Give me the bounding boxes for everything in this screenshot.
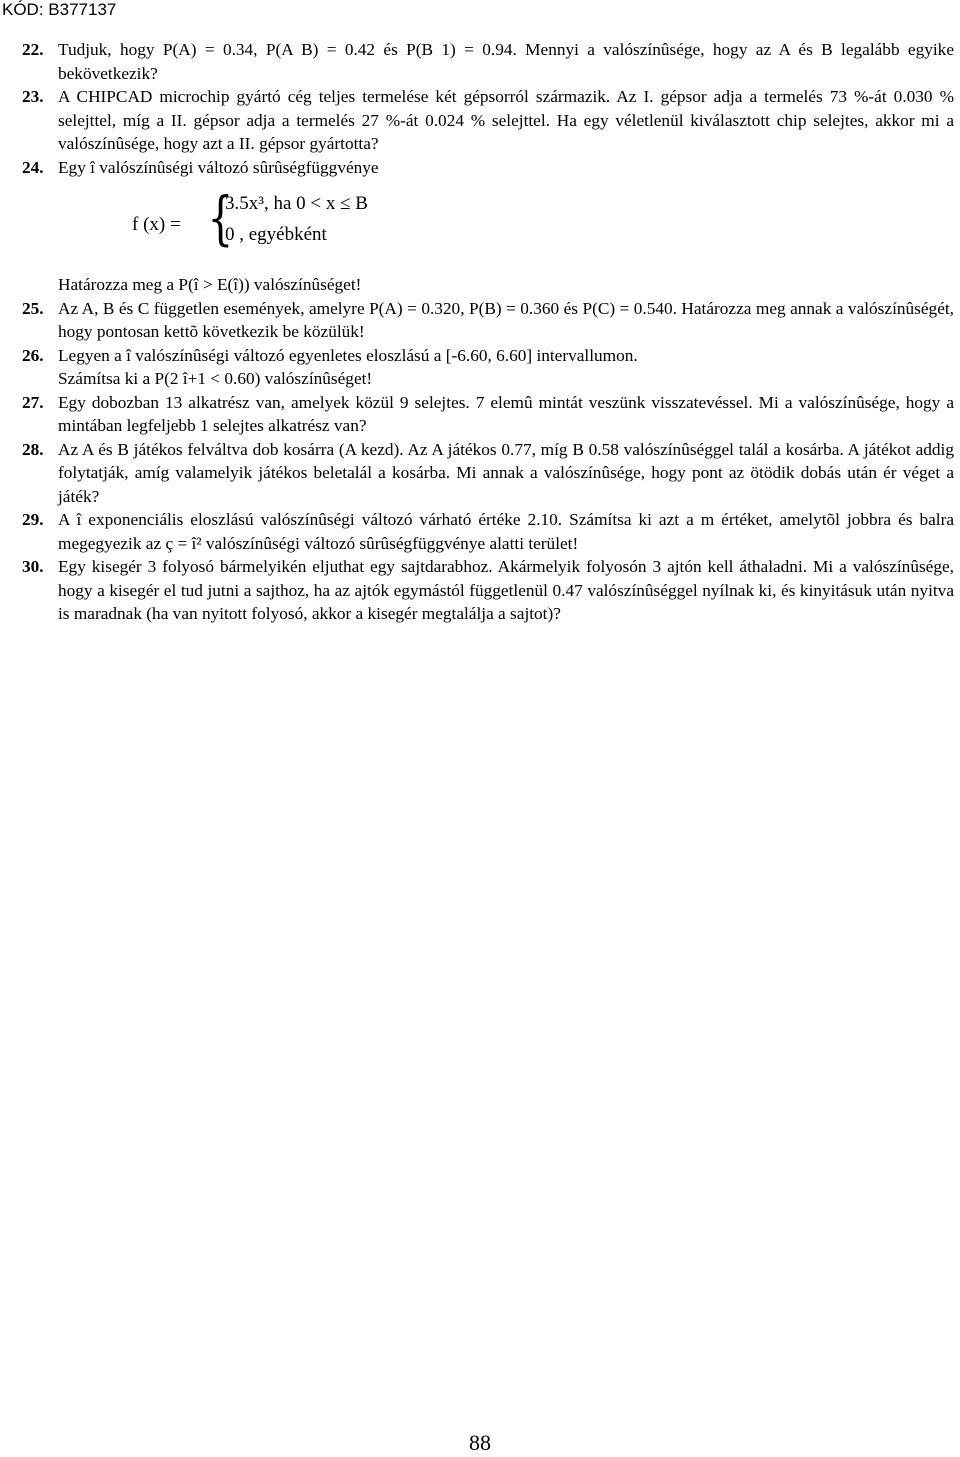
problem-30 xyxy=(22,555,954,626)
problem-text: Az A, B és C független események, amelyre P(A) = 0.320, P(B) = 0.360 és P(C) = 0.540. Határozza meg annak a valószínûségét, hogy pontosan kettõ következik be közülük! xyxy=(58,298,954,341)
problem-number: 25. xyxy=(22,298,44,318)
problem-number: 27. xyxy=(22,392,44,412)
problem-24 xyxy=(22,156,954,180)
problem-23 xyxy=(22,85,954,156)
density-formula xyxy=(22,184,954,263)
problem-26 xyxy=(22,344,954,368)
problem-number: 29. xyxy=(22,510,44,529)
problem-24-question: Határozza meg a P(î > E(î)) valószínûséget! xyxy=(58,275,362,294)
problem-25 xyxy=(22,297,954,344)
problem-number: 28. xyxy=(22,439,44,459)
problem-number: 26. xyxy=(22,345,44,365)
left-brace: { xyxy=(207,184,234,252)
problem-text: Az A és B játékos felváltva dob kosárra (A kezd). Az A játékos 0.77, míg B 0.58 valószínûséggel talál a kosárba. A játékot addig folytatják, amíg valamelyik játékos beletalál a kosárba. Mi annak a valószínûsége, hogy pont az ötödik dobás után ér véget a játék? xyxy=(58,439,954,506)
problem-number: 24. xyxy=(22,157,44,177)
formula-case-1: 3.5x³, ha 0 < x ≤ B xyxy=(225,193,368,214)
problem-number: 23. xyxy=(22,87,44,106)
problem-text: Egy dobozban 13 alkatrész van, amelyek közül 9 selejtes. 7 elemû mintát veszünk visszatevéssel. Mi a valószínûsége, hogy a mintában legfeljebb 1 selejtes alkatrész van? xyxy=(58,392,954,435)
problem-number: 22. xyxy=(22,40,44,59)
problem-text: A CHIPCAD microchip gyártó cég teljes termelése két gépsorról származik. Az I. gépsor adja a termelés 73 %-át 0.030 % selejttel, míg a II. gépsor adja a termelés 27 %-át 0.024 % selejttel. Ha egy véletlenül kiválasztott chip selejtes, akkor mi a valószínûsége, hogy azt a II. gépsor gyártotta? xyxy=(58,87,954,153)
page-number: 88 xyxy=(469,1430,491,1455)
problem-number: 30. xyxy=(22,557,44,576)
problem-22 xyxy=(22,38,954,85)
problem-list xyxy=(22,38,954,626)
problem-26-question: Számítsa ki a P(2 î+1 < 0.60) valószínûséget! xyxy=(58,369,373,388)
problem-text: A î exponenciális eloszlású valószínûségi változó várható értéke 2.10. Számítsa ki azt a m értéket, amelytõl jobbra és balra megegyezik az ç = î² valószínûségi változó sûrûségfüggvénye alatti terület! xyxy=(58,510,954,553)
problem-29 xyxy=(22,508,954,555)
problem-28 xyxy=(22,438,954,509)
problem-text: Tudjuk, hogy P(A) = 0.34, P(A B) = 0.42 és P(B 1) = 0.94. Mennyi a valószínûsége, hogy az A és B legalább egyike bekövetkezik? xyxy=(58,40,954,83)
document-code: KÓD: B377137 xyxy=(2,0,117,19)
problem-27 xyxy=(22,391,954,438)
formula-lhs: f (x) = xyxy=(132,214,181,235)
problem-text: Egy kisegér 3 folyosó bármelyikén eljuthat egy sajtdarabhoz. Akármelyik folyosón 3 ajtón kell áthaladni. Mi a valószínûsége, hogy a kisegér el tud jutni a sajthoz, ha az ajtók egymástól függetlenül 0.47 valószínûséggel nyílnak ki, és kinyitásuk után nyitva is maradnak (ha van nyitott folyosó, akkor a kisegér megtalálja a sajtot)? xyxy=(58,557,954,623)
formula-case-2: 0 , egyébként xyxy=(225,224,327,245)
problem-text: Egy î valószínûségi változó sûrûségfüggvénye xyxy=(58,157,379,177)
problem-text: Legyen a î valószínûségi változó egyenletes eloszlású a [-6.60, 6.60] intervallumon. xyxy=(58,345,638,365)
